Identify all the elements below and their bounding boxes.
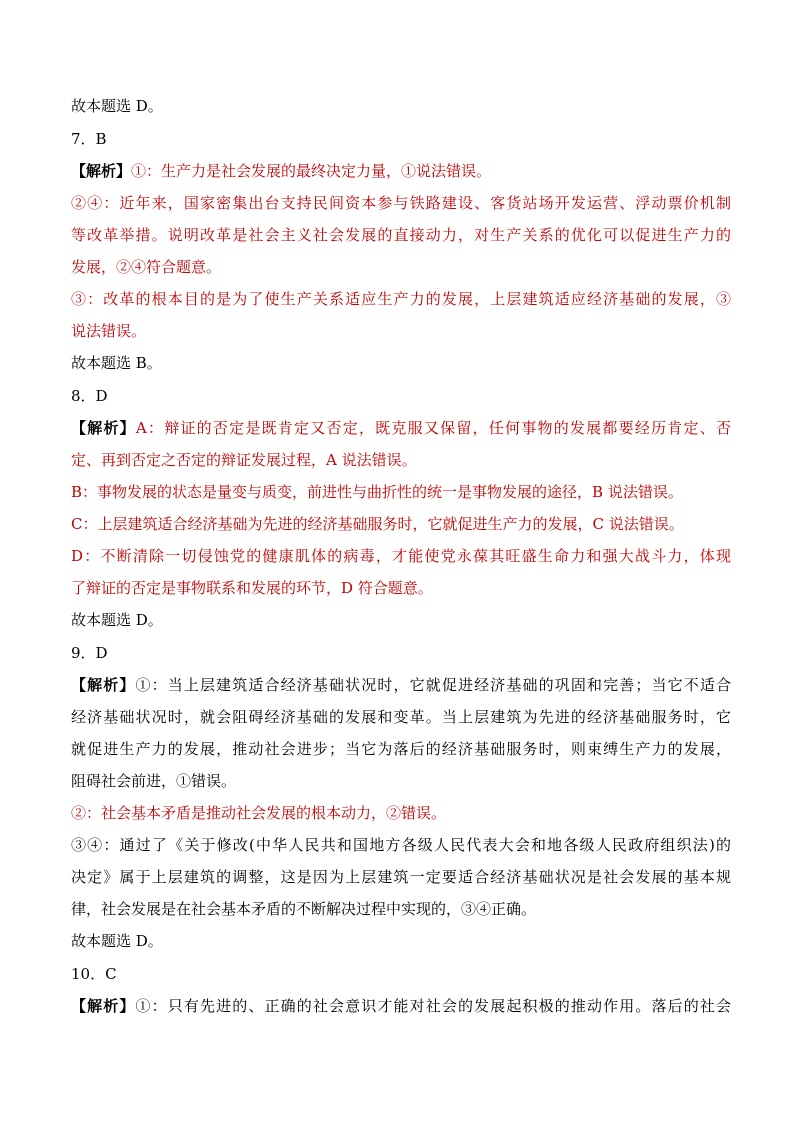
analysis-line: 就促进生产力的发展，推动社会进步；当它为落后的经济基础服务时，则束缚生产力的发展， — [71, 740, 731, 758]
analysis-line: C：上层建筑适合经济基础为先进的经济基础服务时，它就促进生产力的发展，C 说法错误。 — [71, 515, 684, 533]
analysis-line: 律，社会发展是在社会基本矛盾的不断解决过程中实现的，③④正确。 — [71, 900, 537, 918]
analysis-label: 【解析】 — [71, 162, 132, 180]
analysis-line: 【解析】A：辩证的否定是既肯定又否定，既克服又保留，任何事物的发展都要经历肯定、否 — [71, 419, 731, 437]
answer-line: 9．D — [71, 644, 108, 662]
analysis-line: D：不断清除一切侵蚀党的健康肌体的病毒，才能使党永葆其旺盛生命力和强大战斗力，体现 — [71, 547, 731, 565]
conclusion-line: 故本题选 D。 — [71, 611, 163, 629]
answer-line: 7．B — [71, 130, 107, 148]
analysis-line: 【解析】①：当上层建筑适合经济基础状况时，它就促进经济基础的巩固和完善；当它不适合 — [71, 676, 731, 694]
answer-line: 8．D — [71, 387, 108, 405]
analysis-line: 阻碍社会前进，①错误。 — [71, 772, 237, 790]
analysis-line: ③④：通过了《关于修改(中华人民共和国地方各级人民代表大会和地各级人民政府组织法)的 — [71, 836, 731, 854]
analysis-line: 决定》属于上层建筑的调整，这是因为上层建筑一定要适合经济基础状况是社会发展的基本规 — [71, 868, 731, 886]
analysis-label: 【解析】 — [71, 676, 136, 694]
conclusion-line: 故本题选 B。 — [71, 354, 162, 372]
analysis-line: 经济基础状况时，就会阻碍经济基础的发展和变革。当上层建筑为先进的经济基础服务时，它 — [71, 708, 731, 726]
analysis-label: 【解析】 — [71, 419, 136, 437]
analysis-line: 发展，②④符合题意。 — [71, 258, 222, 276]
analysis-line: 定、再到否定之否定的辩证发展过程，A 说法错误。 — [71, 451, 417, 469]
analysis-line: ②④：近年来，国家密集出台支持民间资本参与铁路建设、客货站场开发运营、浮动票价机制 — [71, 194, 731, 212]
analysis-line: 了辩证的否定是事物联系和发展的环节，D 符合题意。 — [71, 579, 433, 597]
analysis-line: ③：改革的根本目的是为了使生产关系适应生产力的发展，上层建筑适应经济基础的发展，③ — [71, 290, 731, 308]
answer-line: 10．C — [71, 965, 117, 983]
analysis-line: 【解析】①：生产力是社会发展的最终决定力量，①说法错误。 — [71, 162, 492, 180]
analysis-line: 等改革举措。说明改革是社会主义社会发展的直接动力，对生产关系的优化可以促进生产力的 — [71, 226, 731, 244]
analysis-label: 【解析】 — [71, 997, 136, 1015]
conclusion-line: 故本题选 D。 — [71, 97, 163, 115]
analysis-line: ②：社会基本矛盾是推动社会发展的根本动力，②错误。 — [71, 804, 447, 822]
conclusion-line: 故本题选 D。 — [71, 932, 163, 950]
analysis-line: 【解析】①：只有先进的、正确的社会意识才能对社会的发展起积极的推动作用。落后的社会 — [71, 997, 731, 1015]
analysis-line: 说法错误。 — [71, 322, 147, 340]
analysis-line: B：事物发展的状态是量变与质变，前进性与曲折性的统一是事物发展的途径，B 说法错误。 — [71, 483, 683, 501]
